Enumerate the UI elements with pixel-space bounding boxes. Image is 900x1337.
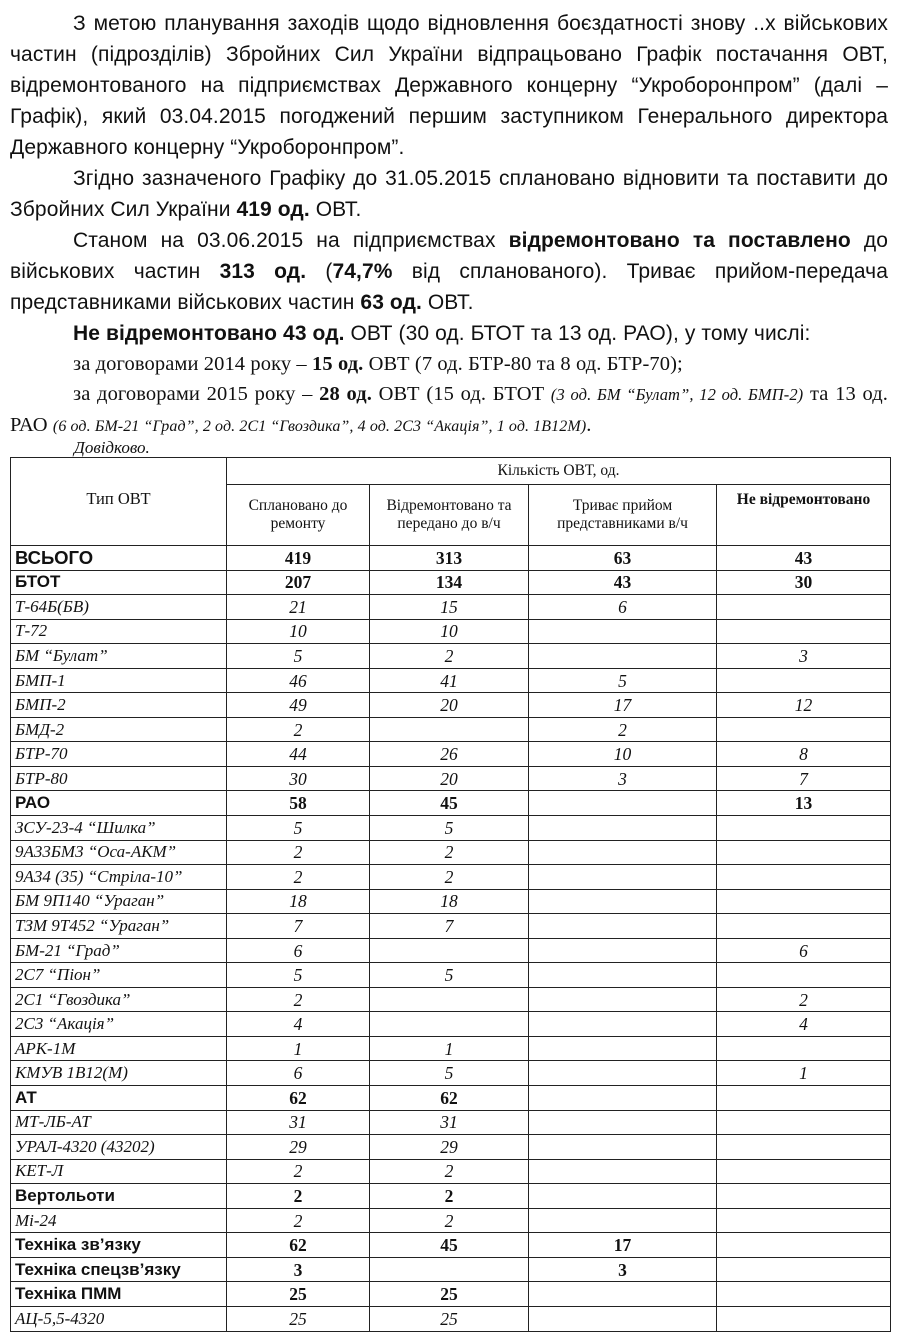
- in-transfer-cell: 17: [529, 1233, 717, 1258]
- in-transfer-cell: [529, 914, 717, 939]
- not-repaired-cell: [717, 1036, 891, 1061]
- in-transfer-cell: 63: [529, 546, 717, 571]
- in-transfer-cell: [529, 1110, 717, 1135]
- repaired-cell: 134: [370, 570, 529, 595]
- repaired-cell: 5: [370, 963, 529, 988]
- row-type-name: АЦ-5,5-4320: [11, 1306, 227, 1331]
- repaired-cell: 45: [370, 1233, 529, 1258]
- repaired-cell: 26: [370, 742, 529, 767]
- repaired-cell: [370, 1257, 529, 1282]
- planned-cell: 5: [227, 963, 370, 988]
- not-repaired-cell: [717, 1135, 891, 1160]
- in-transfer-cell: [529, 619, 717, 644]
- table-row: [11, 1306, 891, 1331]
- row-type-name: 2С7 “Піон”: [11, 963, 227, 988]
- in-transfer-cell: [529, 840, 717, 865]
- table-row: [11, 1012, 891, 1037]
- p5-count: 15 од.: [312, 353, 364, 375]
- table-row: [11, 1208, 891, 1233]
- repaired-cell: 25: [370, 1282, 529, 1307]
- in-transfer-cell: [529, 1208, 717, 1233]
- planned-cell: 31: [227, 1110, 370, 1135]
- not-repaired-cell: 4: [717, 1012, 891, 1037]
- table-row: [11, 816, 891, 841]
- not-repaired-cell: [717, 717, 891, 742]
- planned-cell: 1: [227, 1036, 370, 1061]
- row-type-name: ТЗМ 9Т452 “Ураган”: [11, 914, 227, 939]
- not-repaired-cell: [717, 595, 891, 620]
- table-row: [11, 693, 891, 718]
- table-row: [11, 1257, 891, 1282]
- p3-text-4: від спланованого). Триває прийом-передача представниками військових частин: [10, 260, 888, 314]
- row-type-name: 9А34 (35) “Стріла-10”: [11, 865, 227, 890]
- planned-cell: 5: [227, 644, 370, 669]
- not-repaired-cell: [717, 1184, 891, 1209]
- table-row: [11, 595, 891, 620]
- table-row: [11, 742, 891, 767]
- planned-cell: 29: [227, 1135, 370, 1160]
- in-transfer-cell: 6: [529, 595, 717, 620]
- in-transfer-cell: [529, 644, 717, 669]
- planned-cell: 30: [227, 766, 370, 791]
- not-repaired-cell: [717, 865, 891, 890]
- not-repaired-cell: 1: [717, 1061, 891, 1086]
- row-type-name: КМУВ 1В12(М): [11, 1061, 227, 1086]
- row-type-name: РАО: [11, 791, 227, 816]
- p3-repaired-count: 313 од.: [219, 260, 307, 283]
- planned-cell: 2: [227, 1208, 370, 1233]
- row-type-name: БМП-1: [11, 668, 227, 693]
- in-transfer-cell: [529, 938, 717, 963]
- not-repaired-cell: 6: [717, 938, 891, 963]
- p3-transfer-count: 63 од.: [360, 291, 422, 314]
- table-row: [11, 1135, 891, 1160]
- not-repaired-cell: [717, 840, 891, 865]
- in-transfer-cell: [529, 1135, 717, 1160]
- not-repaired-cell: [717, 1208, 891, 1233]
- repaired-cell: 2: [370, 1184, 529, 1209]
- repaired-cell: 2: [370, 840, 529, 865]
- p3-text: Станом на 03.06.2015 на підприємствах: [73, 229, 509, 252]
- p2-text-end: ОВТ.: [309, 198, 362, 221]
- repaired-cell: 29: [370, 1135, 529, 1160]
- repaired-cell: 31: [370, 1110, 529, 1135]
- table-body: [11, 546, 891, 1332]
- table-row: [11, 1086, 891, 1111]
- paragraph-3: [10, 225, 888, 318]
- in-transfer-cell: 43: [529, 570, 717, 595]
- paragraph-1: [10, 8, 888, 163]
- planned-cell: 25: [227, 1282, 370, 1307]
- planned-cell: 2: [227, 840, 370, 865]
- p6-btot-detail: (3 од. БМ “Булат”, 12 од. БМП-2): [550, 385, 804, 404]
- p4-text: ОВТ (30 од. БТОТ та 13 од. РАО), у тому числі:: [344, 322, 811, 345]
- table-row: [11, 1036, 891, 1061]
- repaired-cell: 5: [370, 816, 529, 841]
- in-transfer-cell: [529, 987, 717, 1012]
- repaired-cell: [370, 717, 529, 742]
- row-type-name: 2С3 “Акація”: [11, 1012, 227, 1037]
- in-transfer-cell: [529, 791, 717, 816]
- planned-cell: 46: [227, 668, 370, 693]
- row-type-name: БТОТ: [11, 570, 227, 595]
- table-row: [11, 963, 891, 988]
- not-repaired-cell: [717, 1282, 891, 1307]
- not-repaired-cell: [717, 1110, 891, 1135]
- planned-cell: 21: [227, 595, 370, 620]
- repaired-cell: 41: [370, 668, 529, 693]
- repaired-cell: 2: [370, 1159, 529, 1184]
- row-type-name: 2С1 “Гвоздика”: [11, 987, 227, 1012]
- row-type-name: БМП-2: [11, 693, 227, 718]
- p6-text-end: .: [586, 414, 592, 436]
- p5-text-end: ОВТ (7 од. БТР-80 та 8 од. БТР-70);: [363, 353, 683, 375]
- repaired-cell: 2: [370, 865, 529, 890]
- not-repaired-cell: [717, 1257, 891, 1282]
- in-transfer-cell: [529, 1061, 717, 1086]
- in-transfer-cell: [529, 1159, 717, 1184]
- repaired-cell: [370, 987, 529, 1012]
- p6-rao-detail: (6 од. БМ-21 “Град”, 2 од. 2С1 “Гвоздика”, 4 од. 2С3 “Акація”, 1 од. 1В12М): [52, 418, 587, 435]
- planned-cell: 3: [227, 1257, 370, 1282]
- row-type-name: Техніка зв’язку: [11, 1233, 227, 1258]
- in-transfer-cell: 17: [529, 693, 717, 718]
- row-type-name: БМ 9П140 “Ураган”: [11, 889, 227, 914]
- planned-cell: 5: [227, 816, 370, 841]
- repaired-cell: 25: [370, 1306, 529, 1331]
- row-type-name: БМД-2: [11, 717, 227, 742]
- document-body: [10, 8, 888, 442]
- repaired-cell: 18: [370, 889, 529, 914]
- paragraph-2: [10, 163, 888, 225]
- row-type-name: Техніка ПММ: [11, 1282, 227, 1307]
- p3-text-2: до військових частин: [10, 229, 889, 283]
- row-type-name: Т-72: [11, 619, 227, 644]
- not-repaired-header: Не відремонтовано: [717, 485, 891, 546]
- row-type-name: 9А33БМ3 “Оса-АКМ”: [11, 840, 227, 865]
- quantity-group-header: Кількість ОВТ, од.: [227, 458, 891, 485]
- planned-cell: 7: [227, 914, 370, 939]
- in-transfer-cell: [529, 1306, 717, 1331]
- row-type-name: БМ-21 “Град”: [11, 938, 227, 963]
- table-row: [11, 668, 891, 693]
- not-repaired-cell: 8: [717, 742, 891, 767]
- repaired-cell: 15: [370, 595, 529, 620]
- table-row: [11, 987, 891, 1012]
- p6-text-2: ОВТ (15 од. БТОТ: [371, 383, 551, 405]
- planned-cell: 10: [227, 619, 370, 644]
- repaired-cell: 1: [370, 1036, 529, 1061]
- table-row: [11, 938, 891, 963]
- not-repaired-cell: [717, 619, 891, 644]
- table-row: [11, 1110, 891, 1135]
- repaired-cell: [370, 1012, 529, 1037]
- not-repaired-cell: 13: [717, 791, 891, 816]
- p6-count: 28 од.: [319, 383, 372, 405]
- ovt-table: [10, 457, 891, 1332]
- planned-cell: 207: [227, 570, 370, 595]
- planned-cell: 6: [227, 938, 370, 963]
- repaired-cell: 20: [370, 766, 529, 791]
- repaired-cell: 20: [370, 693, 529, 718]
- p5-text: за договорами 2014 року –: [73, 353, 313, 375]
- table-row: [11, 1159, 891, 1184]
- row-type-name: ВСЬОГО: [11, 546, 227, 571]
- row-type-name: Вертольоти: [11, 1184, 227, 1209]
- in-transfer-cell: 10: [529, 742, 717, 767]
- repaired-cell: 7: [370, 914, 529, 939]
- repaired-header: Відремонтовано та передано до в/ч: [370, 485, 529, 546]
- table-row: [11, 1061, 891, 1086]
- in-transfer-cell: [529, 963, 717, 988]
- in-transfer-cell: 3: [529, 1257, 717, 1282]
- row-type-name: БТР-80: [11, 766, 227, 791]
- planned-cell: 25: [227, 1306, 370, 1331]
- planned-cell: 62: [227, 1233, 370, 1258]
- not-repaired-cell: [717, 668, 891, 693]
- in-transfer-cell: [529, 865, 717, 890]
- table-row: [11, 546, 891, 571]
- row-type-name: БТР-70: [11, 742, 227, 767]
- planned-cell: 2: [227, 717, 370, 742]
- not-repaired-cell: [717, 1306, 891, 1331]
- table-row: [11, 889, 891, 914]
- p2-planned-count: 419 од.: [236, 198, 310, 221]
- table-row: [11, 914, 891, 939]
- planned-cell: 6: [227, 1061, 370, 1086]
- in-transfer-cell: [529, 889, 717, 914]
- repaired-cell: 10: [370, 619, 529, 644]
- planned-cell: 44: [227, 742, 370, 767]
- p4-not-repaired: Не відремонтовано 43 од.: [73, 322, 345, 345]
- in-transfer-cell: [529, 1184, 717, 1209]
- not-repaired-cell: [717, 1233, 891, 1258]
- paragraph-5: [10, 349, 888, 379]
- not-repaired-cell: [717, 889, 891, 914]
- row-type-name: Мі-24: [11, 1208, 227, 1233]
- reference-label: Довідково.: [74, 438, 150, 457]
- row-type-name: БМ “Булат”: [11, 644, 227, 669]
- p3-repaired-phrase: відремонтовано та поставлено: [508, 229, 851, 252]
- table-row: [11, 791, 891, 816]
- planned-cell: 58: [227, 791, 370, 816]
- p3-text-3: (: [306, 260, 333, 283]
- repaired-cell: 62: [370, 1086, 529, 1111]
- in-transfer-header: Триває прийом представниками в/ч: [529, 485, 717, 546]
- not-repaired-cell: [717, 816, 891, 841]
- not-repaired-cell: [717, 1159, 891, 1184]
- in-transfer-cell: 2: [529, 717, 717, 742]
- table-row: [11, 644, 891, 669]
- planned-cell: 49: [227, 693, 370, 718]
- p3-text-end: ОВТ.: [421, 291, 474, 314]
- paragraph-4: [10, 318, 888, 349]
- in-transfer-cell: 5: [529, 668, 717, 693]
- not-repaired-cell: 43: [717, 546, 891, 571]
- table-row: [11, 1282, 891, 1307]
- table-row: [11, 840, 891, 865]
- planned-cell: 2: [227, 1159, 370, 1184]
- in-transfer-cell: [529, 1012, 717, 1037]
- not-repaired-cell: 3: [717, 644, 891, 669]
- not-repaired-cell: 30: [717, 570, 891, 595]
- p6-text: за договорами 2015 року –: [73, 383, 320, 405]
- repaired-cell: 45: [370, 791, 529, 816]
- repaired-cell: 5: [370, 1061, 529, 1086]
- row-type-name: КЕТ-Л: [11, 1159, 227, 1184]
- table-row: [11, 570, 891, 595]
- planned-cell: 2: [227, 1184, 370, 1209]
- row-type-name: Техніка спецзв’язку: [11, 1257, 227, 1282]
- in-transfer-cell: [529, 816, 717, 841]
- table-row: [11, 1233, 891, 1258]
- row-type-name: ЗСУ-23-4 “Шилка”: [11, 816, 227, 841]
- planned-cell: 2: [227, 865, 370, 890]
- row-type-name: Т-64Б(БВ): [11, 595, 227, 620]
- in-transfer-cell: [529, 1036, 717, 1061]
- not-repaired-cell: 7: [717, 766, 891, 791]
- row-type-name: АРК-1М: [11, 1036, 227, 1061]
- table-row: [11, 865, 891, 890]
- not-repaired-cell: [717, 914, 891, 939]
- in-transfer-cell: [529, 1282, 717, 1307]
- table-row: [11, 619, 891, 644]
- row-type-name: МТ-ЛБ-АТ: [11, 1110, 227, 1135]
- planned-header: Сплановано до ремонту: [227, 485, 370, 546]
- planned-cell: 2: [227, 987, 370, 1012]
- not-repaired-cell: 12: [717, 693, 891, 718]
- p6-text-3: та 13 од. РАО: [10, 383, 888, 436]
- p3-percent: 74,7%: [332, 260, 393, 283]
- in-transfer-cell: [529, 1086, 717, 1111]
- row-type-name: УРАЛ-4320 (43202): [11, 1135, 227, 1160]
- p2-text: Згідно зазначеного Графіку до 31.05.2015 сплановано відновити та поставити до Збройних Сил України: [10, 167, 888, 221]
- repaired-cell: [370, 938, 529, 963]
- not-repaired-cell: [717, 1086, 891, 1111]
- planned-cell: 4: [227, 1012, 370, 1037]
- repaired-cell: 313: [370, 546, 529, 571]
- paragraph-1-text: З метою планування заходів щодо відновлення боєздатності знову ..х військових частин (підрозділів) Збройних Сил України відпрацьовано Графік постачання ОВТ, відремонтованого на підприємствах Державного концерну “Укроборонпром” (далі – Графік), який 03.04.2015 погоджений першим заступником Генерального директора Державного концерну “Укроборонпром”.: [10, 12, 888, 159]
- table-row: [11, 1184, 891, 1209]
- planned-cell: 62: [227, 1086, 370, 1111]
- in-transfer-cell: 3: [529, 766, 717, 791]
- planned-cell: 18: [227, 889, 370, 914]
- table-row: [11, 717, 891, 742]
- table-row: [11, 766, 891, 791]
- not-repaired-cell: 2: [717, 987, 891, 1012]
- row-type-name: АТ: [11, 1086, 227, 1111]
- paragraph-6: [10, 379, 888, 442]
- repaired-cell: 2: [370, 644, 529, 669]
- repaired-cell: 2: [370, 1208, 529, 1233]
- type-header: Тип ОВТ: [11, 458, 227, 546]
- not-repaired-cell: [717, 963, 891, 988]
- planned-cell: 419: [227, 546, 370, 571]
